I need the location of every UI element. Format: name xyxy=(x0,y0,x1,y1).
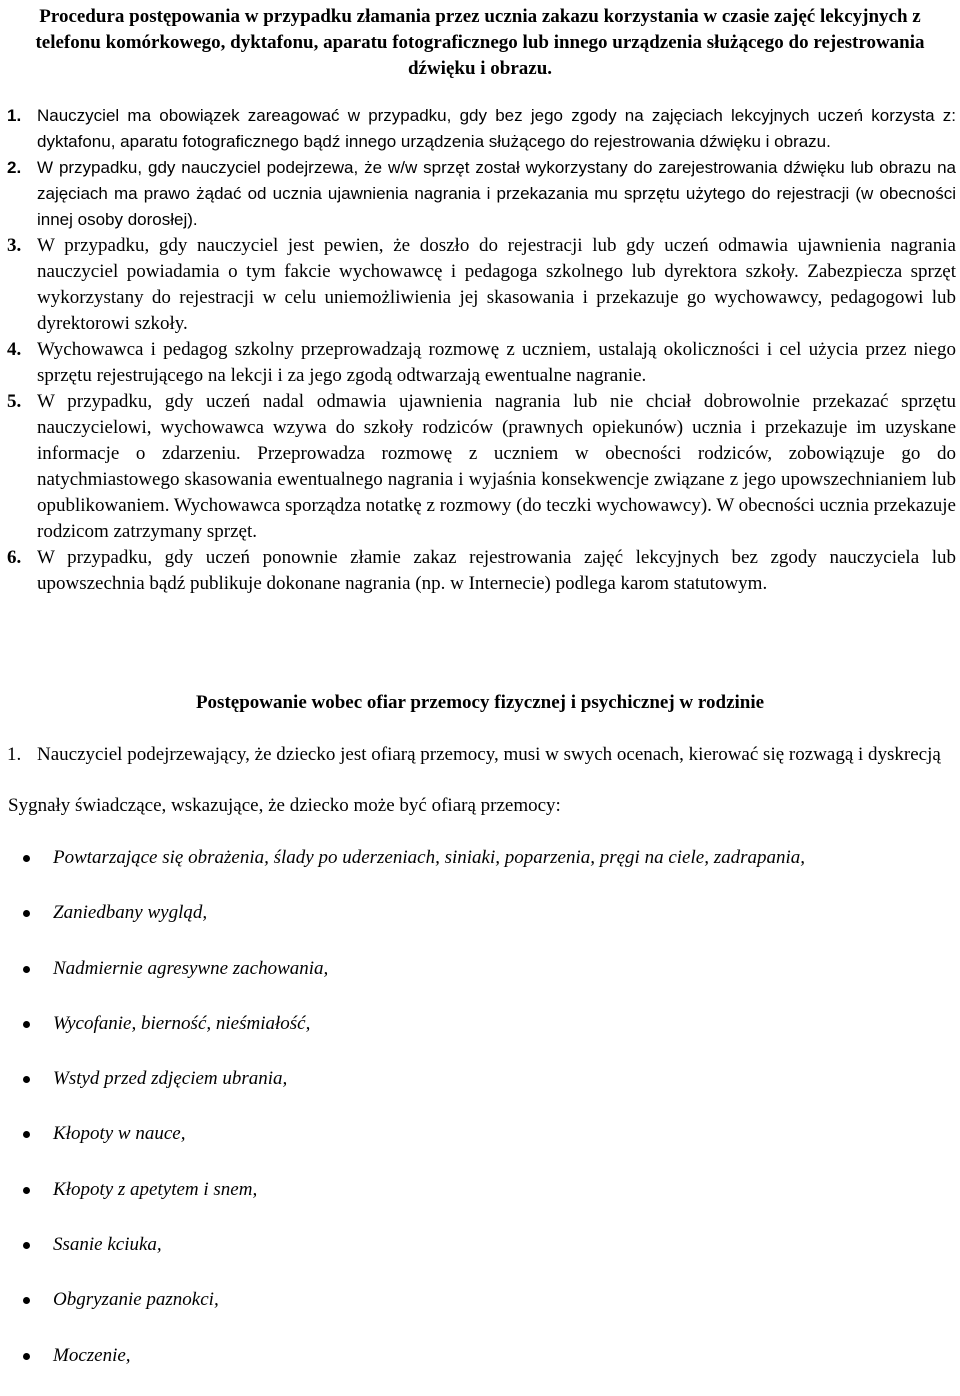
signal-text: Zaniedbany wygląd, xyxy=(53,902,208,924)
list-item xyxy=(0,1119,960,1174)
list-item xyxy=(0,898,960,953)
item-text: Nauczyciel ma obowiązek zareagować w przypadku, gdy bez jego zgody na zajęciach lekcyjnych uczeń korzysta z: dyktafonu, aparatu fotograficznego bądź innego urządzenia służącego do rejestrowania dźwięku i obrazu. xyxy=(37,106,956,151)
bullet-icon xyxy=(23,1187,30,1194)
item-text: W przypadku, gdy uczeń nadal odmawia ujawnienia nagrania lub nie chciał dobrowolnie przekazać sprzętu nauczycielowi, wychowawca wzywa do szkoły rodziców (prawnych opiekunów) ucznia i przekazuje im uzyskane informacje o zdarzeniu. Przeprowadza rozmowę z uczniem w obecności rodziców, zobowiązuje go do natychmiastowego skasowania ewentualnego nagrania i wyjaśnia konsekwencje związane z jego upowszechnianiem lub opublikowaniem. Wychowawca sporządza notatkę z rozmowy (do teczki wychowawcy). W obecności ucznia przekazuje rodzicom zatrzymany sprzęt. xyxy=(37,391,956,542)
item-number: 6. xyxy=(7,547,22,568)
list-item xyxy=(0,954,960,1009)
item-text: W przypadku, gdy nauczyciel jest pewien, że doszło do rejestracji lub gdy uczeń odmawia ujawnienia nagrania nauczyciel powiadamia o tym fakcie wychowawcę i pedagoga szkolnego lub dyrektora szkoły. Zabezpiecza sprzęt wykorzystany do rejestracji w celu uniemożliwienia jej skasowania i przekazuje go wychowawcy, pedagogowi lub dyrektorowi szkoły. xyxy=(37,235,956,334)
procedure-item-3 xyxy=(0,233,960,337)
item-number: 5. xyxy=(7,391,22,412)
bullet-icon xyxy=(23,1353,30,1360)
signal-text: Kłopoty w nauce, xyxy=(53,1123,186,1145)
bullet-icon xyxy=(23,966,30,973)
list-item xyxy=(0,843,960,898)
signal-text: Ssanie kciuka, xyxy=(53,1234,162,1256)
item-number: 2. xyxy=(7,158,22,177)
document-title: Procedura postępowania w przypadku złamania przez ucznia zakazu korzystania w czasie zajęć lekcyjnych z telefonu komórkowego, dyktafonu, aparatu fotograficznego lub innego urządzenia służącego do rejestrowania dźwięku i obrazu. xyxy=(35,6,925,79)
bullet-icon xyxy=(23,1297,30,1304)
procedure-item-2 xyxy=(0,155,960,233)
signal-text: Nadmiernie agresywne zachowania, xyxy=(53,957,329,979)
list-item xyxy=(0,1175,960,1230)
item-number: 1. xyxy=(7,106,22,125)
signal-text: Wycofanie, bierność, nieśmiałość, xyxy=(53,1012,311,1034)
list-item xyxy=(0,1230,960,1285)
procedure-item-4 xyxy=(0,337,960,389)
item-text: W przypadku, gdy nauczyciel podejrzewa, że w/w sprzęt został wykorzystany do zarejestrowania dźwięku lub obrazu na zajęciach ma prawo żądać od ucznia ujawnienia nagrania i przekazania mu sprzętu użytego do rejestracji (w obecności innej osoby dorosłej). xyxy=(37,158,956,229)
signals-heading: Sygnały świadczące, wskazujące, że dziecko może być ofiarą przemocy: xyxy=(8,795,561,816)
bullet-icon xyxy=(23,855,30,862)
signal-text: Kłopoty z apetytem i snem, xyxy=(53,1178,258,1200)
signals-list xyxy=(0,843,960,1396)
item-number: 3. xyxy=(7,235,22,256)
item-text: Nauczyciel podejrzewający, że dziecko jest ofiarą przemocy, musi w swych ocenach, kierować się rozwagą i dyskrecją xyxy=(37,744,941,765)
list-item xyxy=(0,1009,960,1064)
item-number: 4. xyxy=(7,339,22,360)
signal-text: Powtarzające się obrażenia, ślady po uderzeniach, siniaki, poparzenia, pręgi na ciele, zadrapania, xyxy=(53,847,806,868)
violence-section xyxy=(0,742,960,768)
bullet-icon xyxy=(23,1242,30,1249)
item-number: 1. xyxy=(7,744,22,765)
violence-item-1 xyxy=(0,742,960,768)
signal-text: Obgryzanie paznokci, xyxy=(53,1289,219,1311)
procedure-list xyxy=(0,103,960,597)
item-text: W przypadku, gdy uczeń ponownie złamie zakaz rejestrowania zajęć lekcyjnych bez zgody nauczyciela lub upowszechnia bądź publikuje dokonane nagrania (np. w Internecie) podlega karom statutowym. xyxy=(37,547,956,594)
list-item xyxy=(0,1064,960,1119)
item-text: Wychowawca i pedagog szkolny przeprowadzają rozmowę z uczniem, ustalają okoliczności i cel użycia przez niego sprzętu rejestrującego na lekcji i za jego zgodą odtwarzają ewentualne nagranie. xyxy=(37,339,956,386)
section-subtitle: Postępowanie wobec ofiar przemocy fizycznej i psychicznej w rodzinie xyxy=(195,692,765,713)
bullet-icon xyxy=(23,1076,30,1083)
procedure-item-6 xyxy=(0,545,960,597)
signal-text: Wstyd przed zdjęciem ubrania, xyxy=(53,1068,288,1090)
procedure-item-1 xyxy=(0,103,960,155)
bullet-icon xyxy=(23,910,30,917)
list-item xyxy=(0,1341,960,1396)
procedure-item-5 xyxy=(0,389,960,545)
bullet-icon xyxy=(23,1021,30,1028)
signal-text: Moczenie, xyxy=(53,1344,131,1366)
list-item xyxy=(0,1285,960,1340)
bullet-icon xyxy=(23,1131,30,1138)
